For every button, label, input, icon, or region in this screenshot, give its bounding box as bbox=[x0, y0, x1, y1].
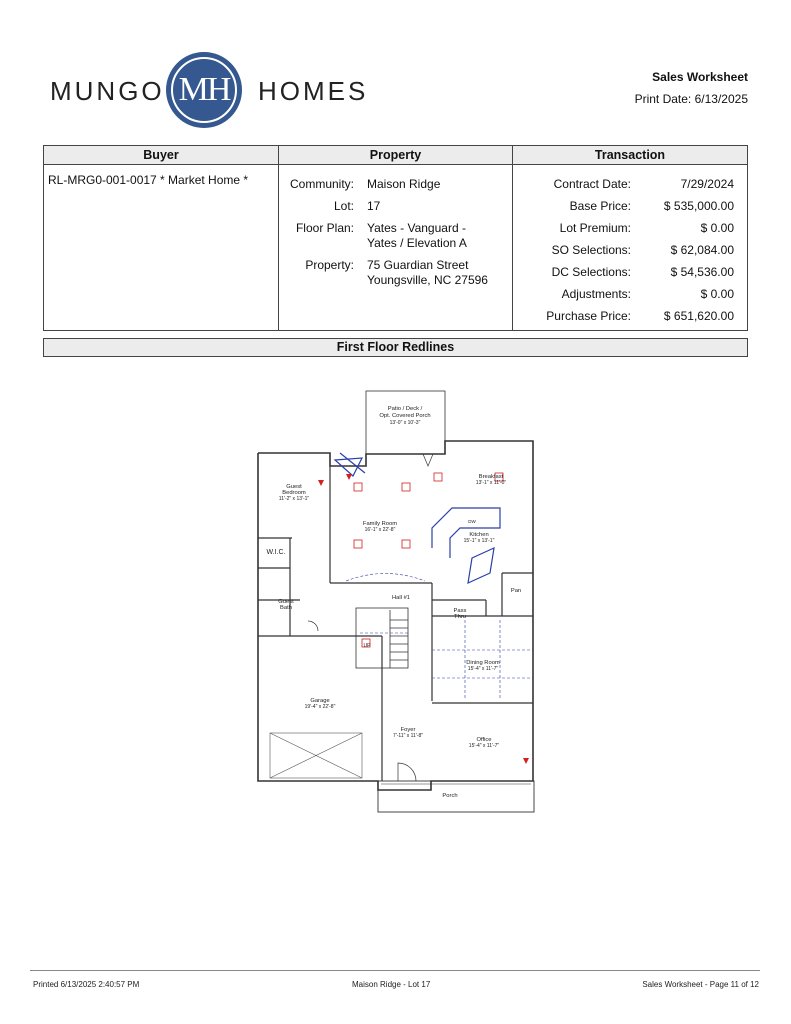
stairs-up-label: UP bbox=[363, 643, 371, 649]
redline-markers bbox=[318, 474, 529, 764]
address-line2: Youngsville, NC 27596 bbox=[367, 273, 488, 287]
so-selections-label: SO Selections: bbox=[551, 243, 631, 257]
buyer-column-header: Buyer bbox=[44, 146, 278, 165]
buyer-name: RL-MRG0-001-0017 * Market Home * bbox=[48, 173, 249, 187]
logo-text-homes: HOMES bbox=[258, 76, 369, 106]
contract-date-value: 7/29/2024 bbox=[680, 177, 734, 191]
floor-plan-line2: Yates / Elevation A bbox=[367, 236, 467, 250]
logo-monogram: MH bbox=[171, 57, 237, 123]
patio-label-2: Opt. Covered Porch bbox=[379, 413, 431, 419]
column-divider bbox=[278, 146, 279, 330]
dining-room-label: Dining Room bbox=[466, 660, 500, 666]
lot-premium-value: $ 0.00 bbox=[700, 221, 734, 235]
dining-room-dims: 15'-4" x 11'-7" bbox=[467, 666, 499, 672]
so-selections-value: $ 62,084.00 bbox=[670, 243, 734, 257]
garage-label: Garage bbox=[310, 698, 330, 704]
purchase-price-label: Purchase Price: bbox=[546, 309, 631, 323]
transaction-column-header: Transaction bbox=[513, 146, 747, 165]
redline-wiring bbox=[346, 574, 533, 701]
footer-page: Sales Worksheet - Page 11 of 12 bbox=[642, 980, 759, 989]
column-divider bbox=[512, 146, 513, 330]
floor-plan-label: Floor Plan: bbox=[295, 221, 354, 235]
office-label: Office bbox=[476, 737, 492, 743]
office-dims: 15'-4" x 11'-7" bbox=[468, 743, 500, 749]
address-line1: 75 Guardian Street bbox=[367, 258, 469, 272]
foyer-label: Foyer bbox=[400, 727, 416, 733]
sales-info-table bbox=[43, 145, 748, 331]
pass-thru-label-1: Pass bbox=[453, 608, 467, 614]
breakfast-label: Breakfast bbox=[478, 474, 504, 480]
breakfast-dims: 13'-1" x 11'-0" bbox=[475, 480, 507, 486]
floor-plan-line1: Yates - Vanguard - bbox=[367, 221, 466, 235]
garage-door bbox=[270, 733, 362, 778]
dishwasher-label: DW bbox=[468, 519, 476, 524]
purchase-price-value: $ 651,620.00 bbox=[663, 309, 734, 323]
family-room-dims: 16'-1" x 22'-8" bbox=[364, 527, 396, 533]
footer-center: Maison Ridge - Lot 17 bbox=[352, 980, 431, 989]
pantry-label: Pan bbox=[510, 588, 522, 594]
garage-dims: 19'-4" x 22'-8" bbox=[304, 704, 336, 710]
lot-premium-label: Lot Premium: bbox=[559, 221, 631, 235]
patio-dims: 13'-0" x 10'-3" bbox=[389, 420, 421, 426]
property-label: Property: bbox=[305, 258, 354, 272]
porch-label: Porch bbox=[442, 793, 458, 799]
kitchen-counters bbox=[335, 453, 500, 583]
company-logo bbox=[166, 52, 242, 128]
lot-value: 17 bbox=[367, 199, 381, 213]
guest-bedroom-label-2: Bedroom bbox=[282, 490, 306, 496]
community-value: Maison Ridge bbox=[367, 177, 441, 191]
logo-text-mungo: MUNGO bbox=[50, 76, 165, 106]
kitchen-dims: 15'-1" x 13'-1" bbox=[463, 538, 495, 544]
guest-bedroom-dims: 11'-2" x 13'-1" bbox=[278, 496, 310, 502]
wic-label: W.I.C. bbox=[266, 549, 286, 556]
kitchen-label: Kitchen bbox=[469, 532, 489, 538]
lot-label: Lot: bbox=[333, 199, 354, 213]
adjustments-value: $ 0.00 bbox=[700, 287, 734, 301]
property-column-header: Property bbox=[279, 146, 512, 165]
footer-printed: Printed 6/13/2025 2:40:57 PM bbox=[33, 980, 140, 989]
guest-bath-label-1: Guest bbox=[278, 599, 294, 605]
foyer-dims: 7'-11" x 11'-8" bbox=[392, 733, 424, 739]
dc-selections-value: $ 54,536.00 bbox=[670, 265, 734, 279]
community-label: Community: bbox=[289, 177, 354, 191]
document-title: Sales Worksheet bbox=[652, 70, 748, 84]
patio-label-1: Patio / Deck / bbox=[387, 406, 423, 412]
guest-bedroom-label-1: Guest bbox=[286, 484, 302, 490]
family-room-label: Family Room bbox=[362, 521, 398, 527]
floor-plan-drawing bbox=[250, 388, 540, 818]
base-price-label: Base Price: bbox=[569, 199, 631, 213]
footer-divider bbox=[30, 970, 760, 971]
redline-fixtures bbox=[354, 473, 503, 647]
print-date: Print Date: 6/13/2025 bbox=[634, 92, 748, 106]
pass-thru-label-2: Thru bbox=[454, 614, 466, 620]
contract-date-label: Contract Date: bbox=[553, 177, 631, 191]
adjustments-label: Adjustments: bbox=[561, 287, 631, 301]
dc-selections-label: DC Selections: bbox=[551, 265, 631, 279]
base-price-value: $ 535,000.00 bbox=[663, 199, 734, 213]
section-title: First Floor Redlines bbox=[43, 338, 748, 357]
hall-label: Hall #1 bbox=[391, 595, 411, 601]
guest-bath-label-2: Bath bbox=[280, 605, 292, 611]
